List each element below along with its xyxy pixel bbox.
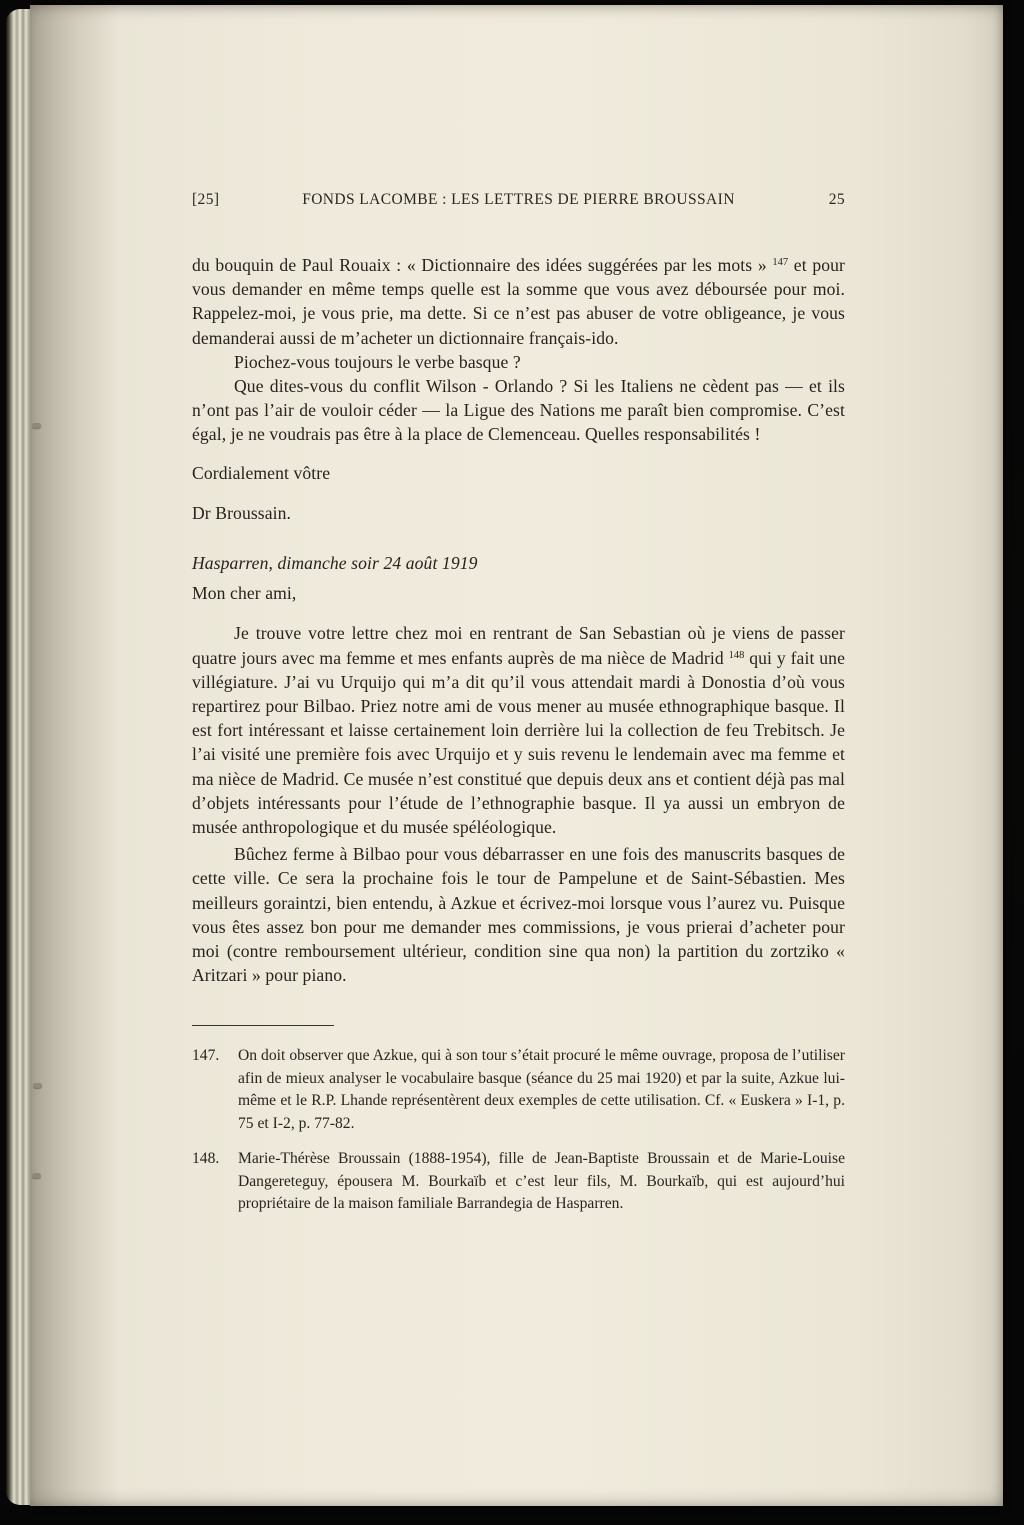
paragraph: Que dites-vous du conflit Wilson - Orlando ? Si les Italiens ne cèdent pas — et ils n’ont pas l’air de vouloir céder — la Ligue des Nations me paraît bien compromise. C’est égal, je ne voudrais pas être à la place de Clemenceau. Quelles responsabilités ! [192, 376, 845, 445]
footnote-ref-147: 147 [772, 257, 789, 268]
salutation: Mon cher ami, [192, 583, 297, 604]
page-content [30, 5, 1003, 1215]
paragraph-text: du bouquin de Paul Rouaix : « Dictionnaire des idées suggérées par les mots » [192, 255, 773, 275]
closing-salutation: Cordialement vôtre [192, 462, 331, 483]
dateline: Hasparren, dimanche soir 24 août 1919 [192, 553, 478, 574]
footnote-item [192, 1045, 845, 1135]
footnote-ref-148: 148 [728, 649, 745, 661]
page-edge-stack-left [6, 9, 32, 1505]
header-page-number: 25 [828, 191, 845, 208]
book-page [30, 5, 1003, 1506]
footnote-text: On doit observer que Azkue, qui à son tour s’était procuré le même ouvrage, proposa de l’utiliser afin de mieux analyser le vocabulaire basque (séance du 25 mai 1920) et par la suite, Azkue lui-même et le R.P. Lhande représentèrent deux exemples de cette utilisation. Cf. « Euskera » I-1, p. 75 et I-2, p. 77-82. [238, 1047, 845, 1132]
paragraph-text: et pour vous demander en même temps quelle est la somme que vous avez déboursée pour moi. Rappelez-moi, je vous prie, ma dette. Si ce n’est pas abuser de votre obligeance, je vous demanderai aussi de m’acheter un dictionnaire français-ido. [192, 255, 845, 348]
running-header [192, 191, 845, 209]
signature: Dr Broussain. [192, 502, 292, 523]
paragraph: Bûchez ferme à Bilbao pour vous débarrasser en une fois des manuscrits basques de cette ville. Ce sera la prochaine fois le tour de Pampelune et de Saint-Sébastien. Mes meilleurs goraintzi, bien entendu, à Azkue et écrivez-moi lorsque vous l’aurez vu. Puisque vous êtes assez bon pour me demander mes commissions, je vous prierai d’acheter pour moi (contre remboursement ultérieur, condition sine qua non) la partition du zortziko « Aritzari » pour piano. [192, 844, 845, 986]
paragraph: Piochez-vous toujours le verbe basque ? [234, 351, 521, 372]
header-title: FONDS LACOMBE : LES LETTRES DE PIERRE BROUSSAIN [302, 191, 735, 208]
paragraph [192, 621, 845, 839]
letter-body [192, 253, 845, 987]
footnote-number: 148. [192, 1150, 220, 1168]
paragraph-text: qui y fait une villégiature. J’ai vu Urquijo qui m’a dit qu’il vous attendait mardi à Donostia d’où vous repartirez pour Bilbao. Priez notre ami de vous mener au musée ethnographique basque. Il est fort intéressant et laisse certainement loin derrière lui la collection de feu Trebitsch. Je l’ai visité une première fois avec Urquijo et y suis revenu le lendemain avec ma femme et ma nièce de Madrid. Ce musée n’est constitué que depuis deux ans et contient déjà pas mal d’objets intéressants pour l’étude de l’ethnographie basque. Il ya aussi un embryon de musée anthropologique et du musée spéléologique. [192, 647, 845, 838]
footnote-number: 147. [192, 1047, 220, 1065]
paragraph-text: Je trouve votre lettre chez moi en rentrant de San Sebastian où je viens de passer quatre jours avec ma femme et mes enfants auprès de ma nièce de Madrid [192, 623, 845, 668]
header-folio-bracket: [25] [192, 191, 220, 208]
paragraph [192, 253, 845, 350]
footnote-separator [192, 1025, 334, 1026]
footnotes-section [192, 1025, 845, 1215]
footnote-item [192, 1148, 845, 1215]
footnote-text: Marie-Thérèse Broussain (1888-1954), fille de Jean-Baptiste Broussain et de Marie-Louise Dangereteguy, épousera M. Bourkaïb et c’est leur fils, M. Bourkaïb, qui est aujourd’hui propriétaire de la maison familiale Barrandegia de Hasparren. [238, 1150, 845, 1212]
